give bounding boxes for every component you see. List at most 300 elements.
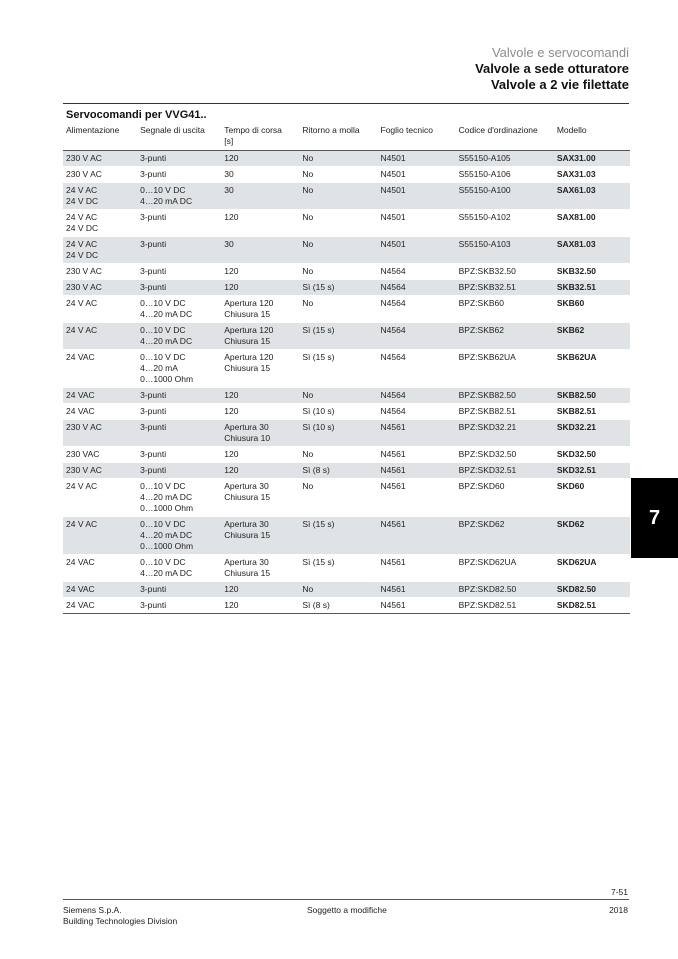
cell-line: 3-punti: [140, 266, 167, 276]
cell-segnale: [137, 555, 221, 582]
cell-line: N4501: [380, 212, 406, 222]
cell-line: 230 V AC: [66, 266, 102, 276]
table-row: [63, 404, 630, 420]
cell-line: 120: [224, 153, 239, 163]
cell-alimentazione: [63, 582, 137, 598]
table-row: [63, 151, 630, 167]
cell-line: 3-punti: [140, 390, 167, 400]
cell-tempo: [221, 210, 299, 237]
cell-ritorno: [299, 555, 377, 582]
cell-line: SKD82.50: [556, 584, 597, 594]
cell-codice: [456, 323, 554, 350]
cell-line: 3-punti: [140, 169, 167, 179]
cell-alimentazione: [63, 264, 137, 280]
cell-foglio: [378, 479, 456, 517]
cell-alimentazione: [63, 479, 137, 517]
cell-modello: [554, 582, 630, 598]
cell-ritorno: [299, 167, 377, 183]
cell-codice: [456, 404, 554, 420]
cell-tempo: [221, 323, 299, 350]
cell-line: Tempo di corsa: [224, 125, 282, 135]
cell-ritorno: [299, 350, 377, 388]
cell-line: S55150-A100: [458, 185, 511, 195]
cell-line: 230 V AC: [66, 282, 102, 292]
cell-modello: [554, 237, 630, 264]
table-row: [63, 280, 630, 296]
cell-segnale: [137, 517, 221, 555]
cell-line: 24 VAC: [66, 557, 95, 567]
cell-line: 120: [224, 600, 239, 610]
cell-tempo: [221, 167, 299, 183]
cell-line: SKB82.50: [556, 390, 597, 400]
cell-segnale: [137, 167, 221, 183]
cell-foglio: [378, 264, 456, 280]
cell-line: 24 V AC: [66, 298, 98, 308]
cell-line: SKD32.50: [556, 449, 597, 459]
cell-tempo: [221, 388, 299, 404]
cell-line: N4501: [380, 153, 406, 163]
cell-alimentazione: [63, 463, 137, 479]
cell-line: 4…20 mA DC: [140, 336, 193, 346]
cell-line: SAX61.03: [556, 185, 596, 195]
cell-line: S55150-A105: [458, 153, 511, 163]
cell-modello: [554, 555, 630, 582]
cell-foglio: [378, 280, 456, 296]
table-row: [63, 264, 630, 280]
cell-tempo: [221, 350, 299, 388]
cell-ritorno: [299, 151, 377, 167]
cell-alimentazione: [63, 404, 137, 420]
cell-codice: [456, 447, 554, 463]
cell-foglio: [378, 447, 456, 463]
cell-ritorno: [299, 210, 377, 237]
cell-line: N4501: [380, 239, 406, 249]
cell-line: 3-punti: [140, 406, 167, 416]
cell-line: Sì (15 s): [302, 325, 335, 335]
cell-segnale: [137, 582, 221, 598]
cell-line: 3-punti: [140, 239, 167, 249]
cell-line: BPZ:SKD82.50: [458, 584, 517, 594]
cell-line: 120: [224, 212, 239, 222]
footer-year: 2018: [609, 905, 628, 915]
cell-alimentazione: [63, 167, 137, 183]
cell-modello: [554, 479, 630, 517]
cell-foglio: [378, 151, 456, 167]
cell-line: 0…10 V DC: [140, 185, 186, 195]
cell-line: Chiusura 15: [224, 363, 271, 373]
cell-segnale: [137, 237, 221, 264]
cell-line: 3-punti: [140, 449, 167, 459]
cell-line: N4561: [380, 449, 406, 459]
cell-line: 24 V AC: [66, 239, 98, 249]
cell-tempo: [221, 183, 299, 210]
cell-line: S55150-A102: [458, 212, 511, 222]
cell-line: N4564: [380, 352, 406, 362]
cell-line: Sì (10 s): [302, 406, 335, 416]
col-header-tempo: [221, 123, 299, 151]
cell-foglio: [378, 404, 456, 420]
cell-line: [s]: [224, 136, 234, 146]
cell-codice: [456, 280, 554, 296]
cell-line: Chiusura 15: [224, 568, 271, 578]
cell-alimentazione: [63, 420, 137, 447]
cell-line: SKB32.51: [556, 282, 597, 292]
cell-foglio: [378, 323, 456, 350]
cell-line: S55150-A106: [458, 169, 511, 179]
cell-modello: [554, 296, 630, 323]
cell-line: 24 V AC: [66, 519, 98, 529]
cell-line: Chiusura 15: [224, 492, 271, 502]
col-header-alimentazione: [63, 123, 137, 151]
cell-line: Sì (15 s): [302, 519, 335, 529]
cell-line: N4564: [380, 266, 406, 276]
cell-line: 4…20 mA DC: [140, 568, 193, 578]
cell-alimentazione: [63, 517, 137, 555]
cell-line: 0…1000 Ohm: [140, 541, 194, 551]
cell-codice: [456, 264, 554, 280]
cell-line: Chiusura 15: [224, 530, 271, 540]
cell-tempo: [221, 463, 299, 479]
table-row: [63, 183, 630, 210]
cell-modello: [554, 264, 630, 280]
cell-line: Apertura 120: [224, 298, 274, 308]
cell-line: N4564: [380, 282, 406, 292]
cell-ritorno: [299, 463, 377, 479]
cell-line: No: [302, 153, 314, 163]
table-row: [63, 582, 630, 598]
cell-line: SKD82.51: [556, 600, 597, 610]
footer-note: Soggetto a modifiche: [307, 905, 387, 915]
cell-line: BPZ:SKB82.50: [458, 390, 516, 400]
cell-ritorno: [299, 404, 377, 420]
cell-line: 30: [224, 185, 234, 195]
cell-line: Sì (10 s): [302, 422, 335, 432]
cell-foglio: [378, 555, 456, 582]
cell-line: SAX81.03: [556, 239, 596, 249]
cell-line: N4564: [380, 298, 406, 308]
cell-line: Chiusura 10: [224, 433, 271, 443]
col-header-modello: [554, 123, 630, 151]
cell-alimentazione: [63, 350, 137, 388]
cell-modello: [554, 210, 630, 237]
cell-line: 24 V AC: [66, 185, 98, 195]
cell-line: 230 VAC: [66, 449, 100, 459]
cell-segnale: [137, 296, 221, 323]
cell-line: Apertura 30: [224, 481, 269, 491]
table-row: [63, 463, 630, 479]
cell-line: 0…10 V DC: [140, 352, 186, 362]
header-title-1: Valvole a sede otturatore: [475, 61, 629, 76]
cell-tempo: [221, 582, 299, 598]
cell-line: 120: [224, 282, 239, 292]
cell-line: SKB62UA: [556, 352, 597, 362]
cell-line: Alimentazione: [66, 125, 120, 135]
cell-line: Segnale di uscita: [140, 125, 205, 135]
page-header: [475, 45, 629, 93]
cell-line: 3-punti: [140, 465, 167, 475]
cell-line: N4561: [380, 465, 406, 475]
cell-segnale: [137, 183, 221, 210]
cell-codice: [456, 183, 554, 210]
cell-line: 30: [224, 169, 234, 179]
cell-segnale: [137, 420, 221, 447]
cell-line: 230 V AC: [66, 422, 102, 432]
cell-line: 230 V AC: [66, 465, 102, 475]
cell-codice: [456, 555, 554, 582]
cell-line: 24 V AC: [66, 212, 98, 222]
table-row: [63, 323, 630, 350]
cell-ritorno: [299, 582, 377, 598]
table-row: [63, 555, 630, 582]
cell-line: N4564: [380, 406, 406, 416]
cell-segnale: [137, 151, 221, 167]
cell-line: 24 V DC: [66, 196, 99, 206]
cell-line: BPZ:SKB62UA: [458, 352, 516, 362]
cell-alimentazione: [63, 388, 137, 404]
cell-codice: [456, 582, 554, 598]
cell-line: No: [302, 298, 314, 308]
cell-codice: [456, 296, 554, 323]
cell-line: BPZ:SKD32.21: [458, 422, 517, 432]
cell-ritorno: [299, 237, 377, 264]
cell-ritorno: [299, 517, 377, 555]
cell-modello: [554, 350, 630, 388]
actuator-table: [63, 123, 630, 614]
cell-foglio: [378, 463, 456, 479]
cell-modello: [554, 517, 630, 555]
cell-codice: [456, 210, 554, 237]
cell-modello: [554, 167, 630, 183]
cell-segnale: [137, 388, 221, 404]
cell-alimentazione: [63, 183, 137, 210]
cell-line: 0…10 V DC: [140, 325, 186, 335]
cell-line: 24 VAC: [66, 584, 95, 594]
cell-segnale: [137, 323, 221, 350]
cell-line: 0…10 V DC: [140, 481, 186, 491]
cell-ritorno: [299, 388, 377, 404]
cell-segnale: [137, 350, 221, 388]
cell-line: BPZ:SKD32.50: [458, 449, 517, 459]
cell-line: 120: [224, 406, 239, 416]
cell-line: Chiusura 15: [224, 309, 271, 319]
cell-modello: [554, 404, 630, 420]
cell-tempo: [221, 447, 299, 463]
col-header-segnale: [137, 123, 221, 151]
cell-tempo: [221, 296, 299, 323]
cell-modello: [554, 388, 630, 404]
cell-ritorno: [299, 280, 377, 296]
cell-line: No: [302, 481, 314, 491]
cell-codice: [456, 598, 554, 614]
footer-divider: [63, 899, 629, 900]
cell-line: 0…10 V DC: [140, 298, 186, 308]
cell-ritorno: [299, 323, 377, 350]
cell-line: N4564: [380, 390, 406, 400]
cell-line: Sì (15 s): [302, 557, 335, 567]
cell-tempo: [221, 598, 299, 614]
cell-line: N4561: [380, 519, 406, 529]
cell-line: BPZ:SKB62: [458, 325, 504, 335]
cell-segnale: [137, 280, 221, 296]
cell-line: N4561: [380, 557, 406, 567]
cell-alimentazione: [63, 598, 137, 614]
cell-ritorno: [299, 183, 377, 210]
cell-codice: [456, 420, 554, 447]
cell-codice: [456, 463, 554, 479]
cell-alimentazione: [63, 447, 137, 463]
cell-line: Apertura 120: [224, 352, 274, 362]
header-title-2: Valvole a 2 vie filettate: [490, 77, 629, 92]
cell-line: 120: [224, 584, 239, 594]
cell-foglio: [378, 167, 456, 183]
cell-line: 3-punti: [140, 153, 167, 163]
cell-modello: [554, 151, 630, 167]
header-category: Valvole e servocomandi: [491, 45, 629, 60]
cell-tempo: [221, 264, 299, 280]
table-row: [63, 296, 630, 323]
cell-line: SKB82.51: [556, 406, 597, 416]
cell-alimentazione: [63, 280, 137, 296]
cell-line: S55150-A103: [458, 239, 511, 249]
cell-ritorno: [299, 264, 377, 280]
cell-line: 24 VAC: [66, 352, 95, 362]
cell-modello: [554, 447, 630, 463]
cell-line: No: [302, 584, 314, 594]
cell-alimentazione: [63, 555, 137, 582]
cell-line: SAX81.00: [556, 212, 596, 222]
cell-line: SKD60: [556, 481, 585, 491]
cell-tempo: [221, 517, 299, 555]
table-header-row: [63, 123, 630, 151]
cell-line: BPZ:SKD62: [458, 519, 505, 529]
cell-alimentazione: [63, 151, 137, 167]
cell-line: 230 V AC: [66, 153, 102, 163]
cell-line: 120: [224, 465, 239, 475]
cell-line: 4…20 mA DC: [140, 309, 193, 319]
table-row: [63, 237, 630, 264]
cell-line: Sì (15 s): [302, 282, 335, 292]
cell-foglio: [378, 582, 456, 598]
cell-line: BPZ:SKB32.50: [458, 266, 516, 276]
cell-ritorno: [299, 296, 377, 323]
cell-foglio: [378, 183, 456, 210]
table-body: [63, 151, 630, 614]
cell-line: 0…1000 Ohm: [140, 503, 194, 513]
cell-line: 120: [224, 449, 239, 459]
cell-line: No: [302, 390, 314, 400]
cell-line: 120: [224, 266, 239, 276]
cell-line: Foglio tecnico: [380, 125, 433, 135]
col-header-ritorno: [299, 123, 377, 151]
cell-line: 0…1000 Ohm: [140, 374, 194, 384]
table-row: [63, 210, 630, 237]
cell-foglio: [378, 517, 456, 555]
cell-line: Chiusura 15: [224, 336, 271, 346]
cell-codice: [456, 151, 554, 167]
cell-line: BPZ:SKB82.51: [458, 406, 516, 416]
cell-codice: [456, 479, 554, 517]
col-header-foglio: [378, 123, 456, 151]
cell-alimentazione: [63, 237, 137, 264]
cell-line: 0…10 V DC: [140, 519, 186, 529]
footer-division: Building Technologies Division: [63, 916, 178, 926]
cell-line: Codice d'ordinazione: [458, 125, 538, 135]
cell-segnale: [137, 264, 221, 280]
cell-line: No: [302, 239, 314, 249]
cell-line: 3-punti: [140, 422, 167, 432]
cell-segnale: [137, 463, 221, 479]
cell-segnale: [137, 598, 221, 614]
cell-codice: [456, 237, 554, 264]
page-number: 7-51: [610, 887, 628, 897]
cell-line: SKD32.21: [556, 422, 597, 432]
cell-alimentazione: [63, 210, 137, 237]
cell-ritorno: [299, 479, 377, 517]
cell-line: SKD62: [556, 519, 585, 529]
cell-line: No: [302, 449, 314, 459]
cell-codice: [456, 350, 554, 388]
cell-tempo: [221, 151, 299, 167]
cell-foglio: [378, 350, 456, 388]
cell-line: Sì (8 s): [302, 465, 330, 475]
cell-line: SAX31.03: [556, 169, 596, 179]
cell-line: BPZ:SKD62UA: [458, 557, 517, 567]
cell-tempo: [221, 404, 299, 420]
cell-line: N4501: [380, 169, 406, 179]
cell-line: No: [302, 266, 314, 276]
cell-line: N4561: [380, 481, 406, 491]
cell-modello: [554, 463, 630, 479]
cell-line: SKB62: [556, 325, 585, 335]
cell-line: 0…10 V DC: [140, 557, 186, 567]
cell-segnale: [137, 210, 221, 237]
cell-line: 120: [224, 390, 239, 400]
table-row: [63, 517, 630, 555]
footer-company: Siemens S.p.A.: [63, 905, 122, 915]
cell-tempo: [221, 479, 299, 517]
cell-line: 3-punti: [140, 282, 167, 292]
cell-tempo: [221, 555, 299, 582]
cell-codice: [456, 167, 554, 183]
cell-foglio: [378, 388, 456, 404]
cell-segnale: [137, 447, 221, 463]
table-row: [63, 388, 630, 404]
cell-line: 4…20 mA DC: [140, 196, 193, 206]
cell-line: Sì (8 s): [302, 600, 330, 610]
cell-line: Apertura 120: [224, 325, 274, 335]
cell-line: N4561: [380, 600, 406, 610]
cell-line: BPZ:SKB60: [458, 298, 504, 308]
cell-alimentazione: [63, 296, 137, 323]
cell-line: 230 V AC: [66, 169, 102, 179]
cell-line: 24 V DC: [66, 223, 99, 233]
cell-line: SKD32.51: [556, 465, 597, 475]
header-divider: [63, 103, 629, 104]
cell-line: 24 VAC: [66, 600, 95, 610]
cell-line: SKD62UA: [556, 557, 597, 567]
cell-line: 3-punti: [140, 212, 167, 222]
cell-foglio: [378, 296, 456, 323]
cell-line: BPZ:SKD60: [458, 481, 505, 491]
cell-line: BPZ:SKD32.51: [458, 465, 517, 475]
cell-line: Modello: [556, 125, 587, 135]
table-row: [63, 420, 630, 447]
footer-company-block: [63, 905, 177, 927]
cell-line: 24 V DC: [66, 250, 99, 260]
cell-tempo: [221, 420, 299, 447]
cell-line: 24 VAC: [66, 390, 95, 400]
cell-foglio: [378, 210, 456, 237]
